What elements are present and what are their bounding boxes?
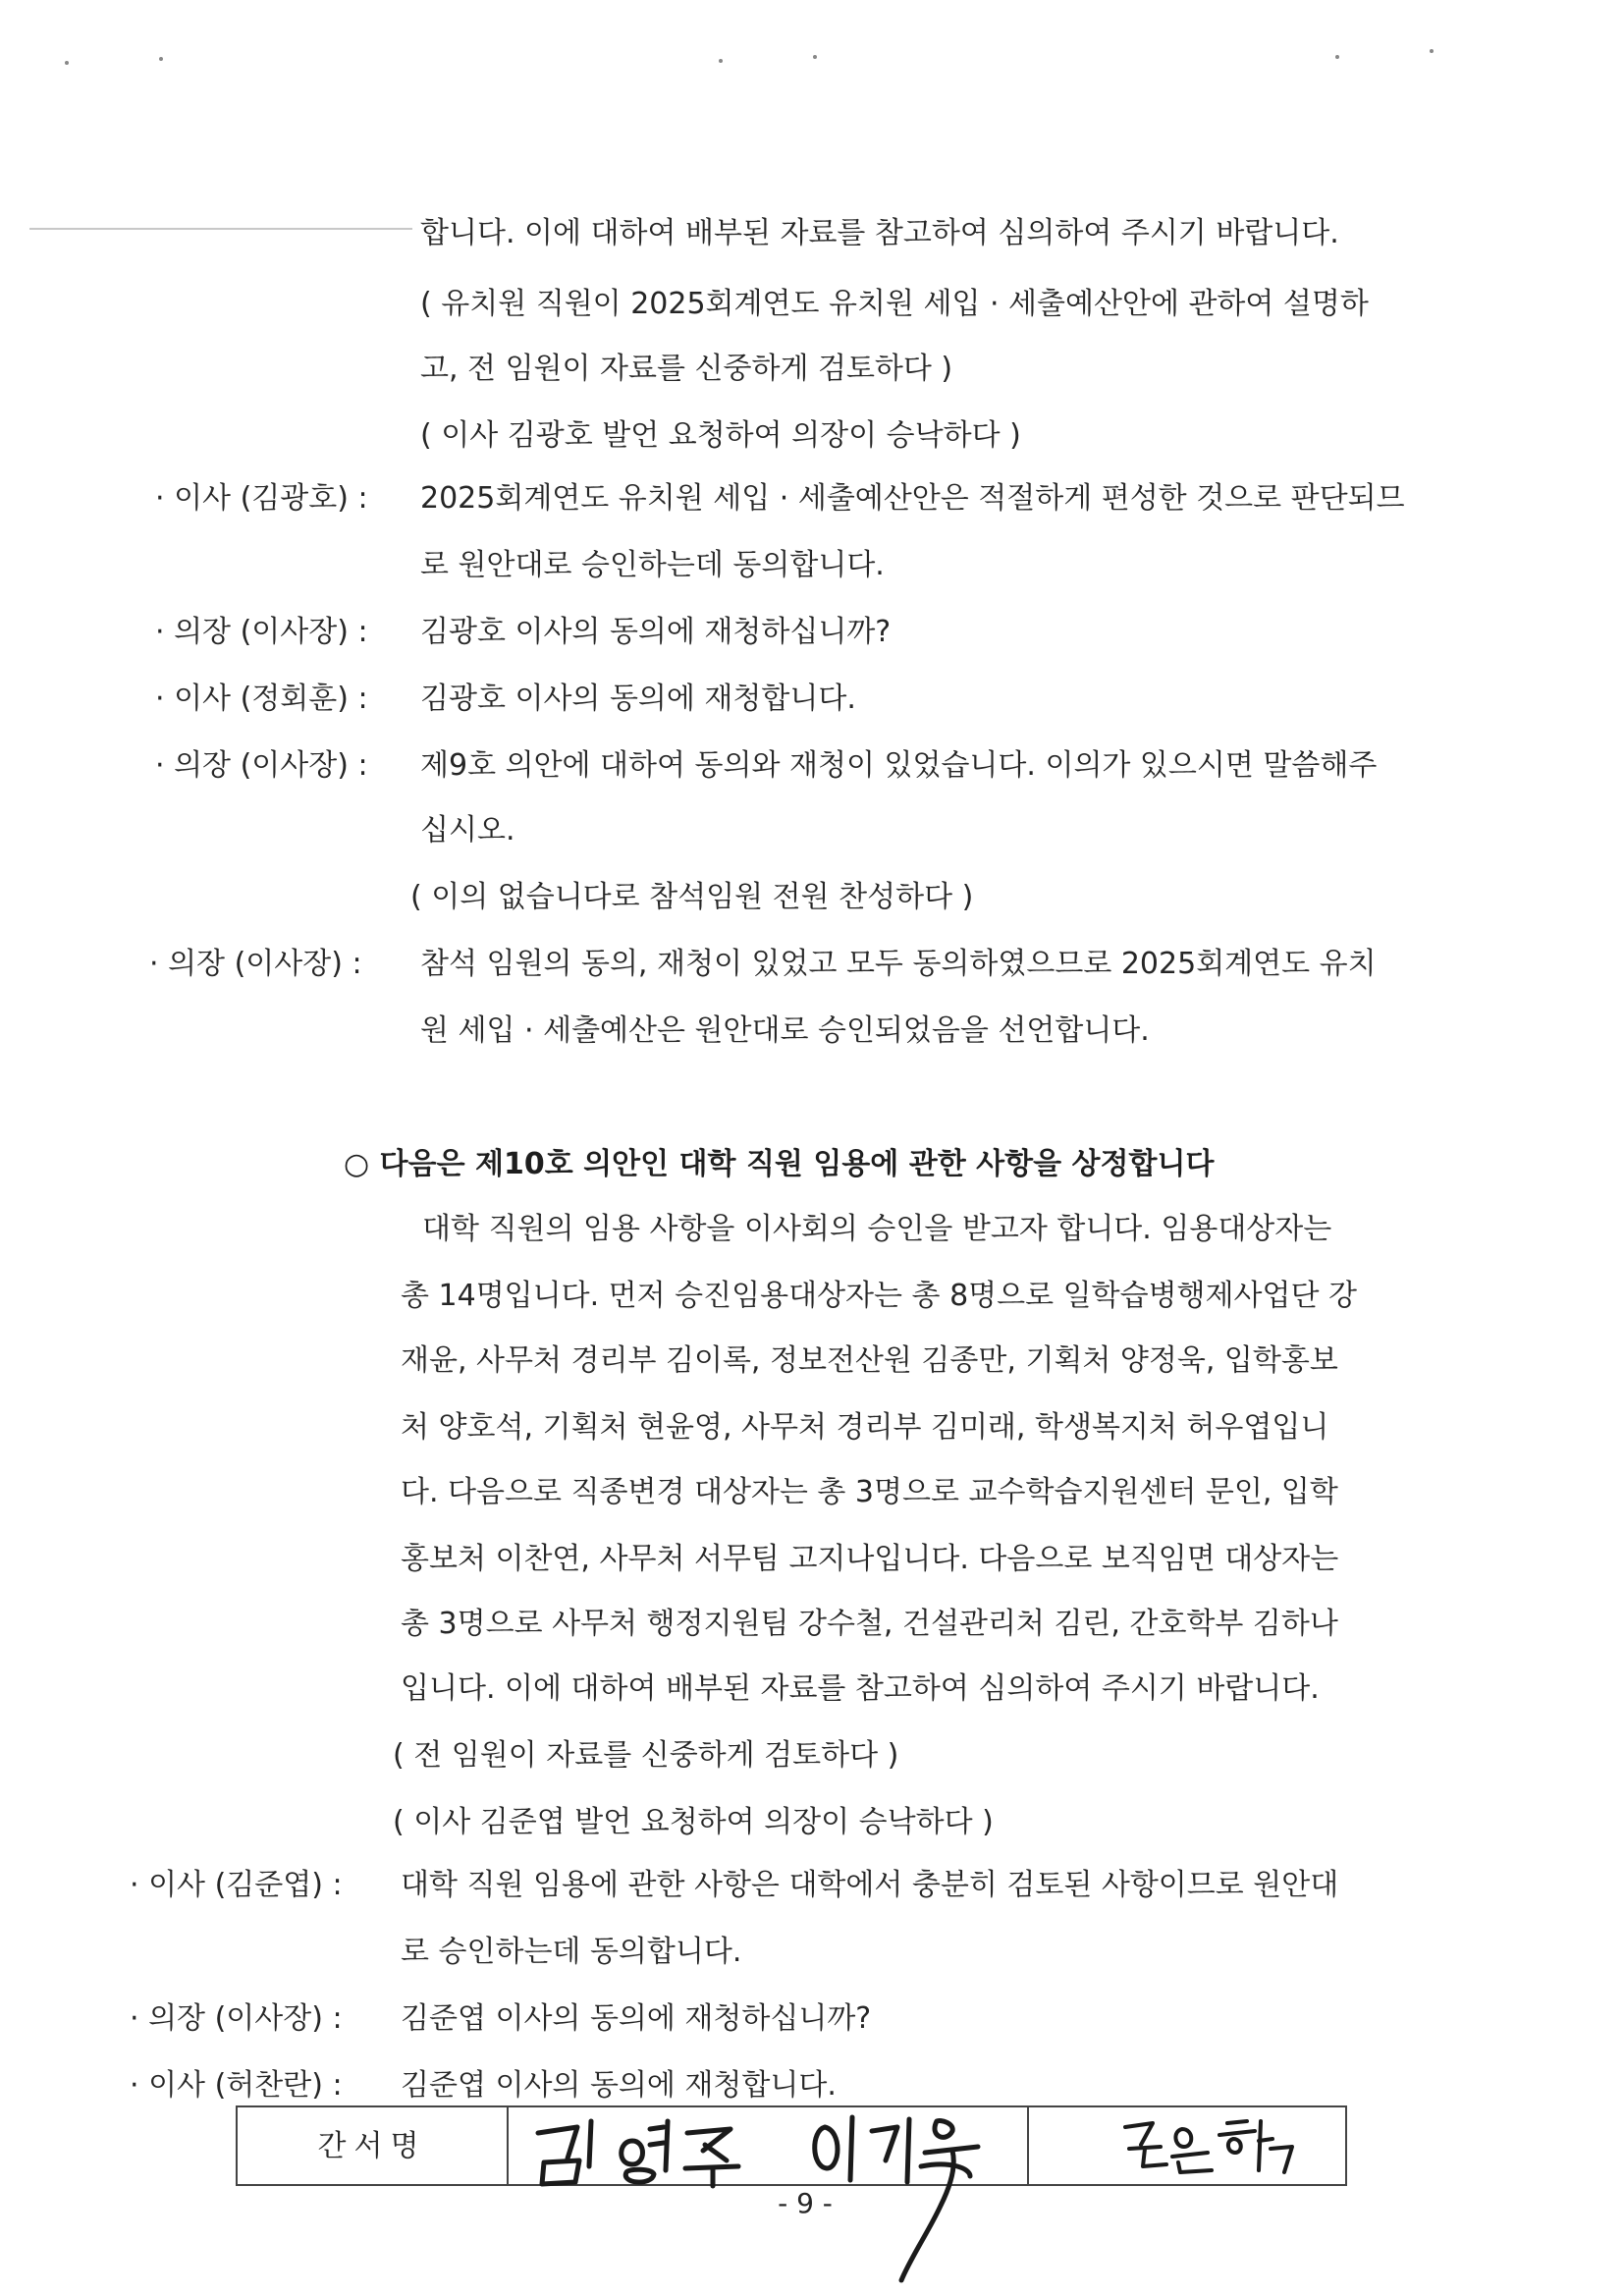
declaration-line: 참석 임원의 동의, 재청이 있었고 모두 동의하였으므로 2025회계연도 유치 xyxy=(420,947,1377,981)
scan-speck xyxy=(159,57,163,61)
continuation-line: ( 유치원 직원이 2025회계연도 유치원 세입 · 세출예산안에 관하여 설명하 xyxy=(420,287,1369,321)
declaration-line: 원 세입 · 세출예산은 원안대로 승인되었음을 선언합니다. xyxy=(420,1013,1150,1048)
statement-line: 대학 직원 임용에 관한 사항은 대학에서 충분히 검토된 사항이므로 원안대 xyxy=(401,1868,1339,1902)
body-line: 홍보처 이찬연, 사무처 서무팀 고지나입니다. 다음으로 보직임면 대상자는 xyxy=(401,1542,1339,1576)
agenda-heading: ○ 다음은 제10호 의안인 대학 직원 임용에 관한 사항을 상정합니다 xyxy=(344,1147,1215,1181)
handwritten-signature xyxy=(1117,2113,1314,2182)
body-line: 대학 직원의 임용 사항을 이사회의 승인을 받고자 합니다. 임용대상자는 xyxy=(422,1212,1332,1246)
scan-speck xyxy=(65,61,69,65)
statement-line: 김준엽 이사의 동의에 재청합니다. xyxy=(401,2068,837,2103)
scan-speck xyxy=(1430,49,1434,53)
scan-speck xyxy=(719,59,723,63)
continuation-line: 고, 전 임원이 자료를 신중하게 검토하다 ) xyxy=(420,352,953,386)
statement-line: 로 원안대로 승인하는데 동의합니다. xyxy=(420,548,885,582)
body-line: 재윤, 사무처 경리부 김이록, 정보전산원 김종만, 기획처 양정욱, 입학홍보 xyxy=(401,1343,1338,1378)
statement-line: 김광호 이사의 동의에 재청하십니까? xyxy=(420,615,892,649)
statement-line: 김준엽 이사의 동의에 재청하십니까? xyxy=(401,2001,872,2036)
page-number: - 9 - xyxy=(778,2187,833,2219)
speaker-label: · 이사 (허찬란) : xyxy=(130,2068,343,2103)
proceeding-note: ( 전 임원이 자료를 신중하게 검토하다 ) xyxy=(393,1738,899,1773)
scan-line xyxy=(29,228,412,230)
proceeding-note: ( 이사 김광호 발언 요청하여 의장이 승낙하다 ) xyxy=(420,418,1021,453)
speaker-label: · 이사 (김준엽) : xyxy=(130,1868,343,1902)
speaker-label: · 의장 (이사장) : xyxy=(155,615,368,649)
body-line: 입니다. 이에 대하여 배부된 자료를 참고하여 심의하여 주시기 바랍니다. xyxy=(401,1671,1320,1706)
body-line: 다. 다음으로 직종변경 대상자는 총 3명으로 교수학습지원센터 문인, 입학 xyxy=(401,1475,1338,1509)
handwritten-signature xyxy=(530,2111,805,2190)
body-line: 총 14명입니다. 먼저 승진임용대상자는 총 8명으로 일학습병행제사업단 강 xyxy=(401,1279,1357,1313)
signature-label-cell xyxy=(238,2107,509,2184)
proceeding-note: ( 이사 김준엽 발언 요청하여 의장이 승낙하다 ) xyxy=(393,1805,994,1839)
body-line: 처 양호석, 기획처 현윤영, 사무처 경리부 김미래, 학생복지처 허우엽입니 xyxy=(401,1410,1329,1445)
proceeding-note: ( 이의 없습니다로 참석임원 전원 찬성하다 ) xyxy=(410,880,974,914)
speaker-label: · 의장 (이사장) : xyxy=(149,947,362,981)
statement-line: 제9호 의안에 대하여 동의와 재청이 있었습니다. 이의가 있으시면 말씀해주 xyxy=(420,748,1378,783)
statement-line: 로 승인하는데 동의합니다. xyxy=(401,1935,742,1969)
speaker-label: · 이사 (김광호) : xyxy=(155,481,368,516)
statement-line: 2025회계연도 유치원 세입 · 세출예산안은 적절하게 편성한 것으로 판단되므 xyxy=(420,481,1405,516)
signature-label: 간서명 xyxy=(317,2129,427,2163)
body-line: 총 3명으로 사무처 행정지원팀 강수철, 건설관리처 김린, 간호학부 김하나 xyxy=(401,1607,1338,1641)
speaker-label: · 이사 (정회훈) : xyxy=(155,682,368,716)
scan-speck xyxy=(813,55,817,59)
continuation-line: 합니다. 이에 대하여 배부된 자료를 참고하여 심의하여 주시기 바랍니다. xyxy=(420,216,1339,250)
statement-line: 십시오. xyxy=(420,813,515,847)
statement-line: 김광호 이사의 동의에 재청합니다. xyxy=(420,682,856,716)
speaker-label: · 의장 (이사장) : xyxy=(130,2001,343,2036)
scan-speck xyxy=(1335,55,1339,59)
speaker-label: · 의장 (이사장) : xyxy=(155,748,368,783)
